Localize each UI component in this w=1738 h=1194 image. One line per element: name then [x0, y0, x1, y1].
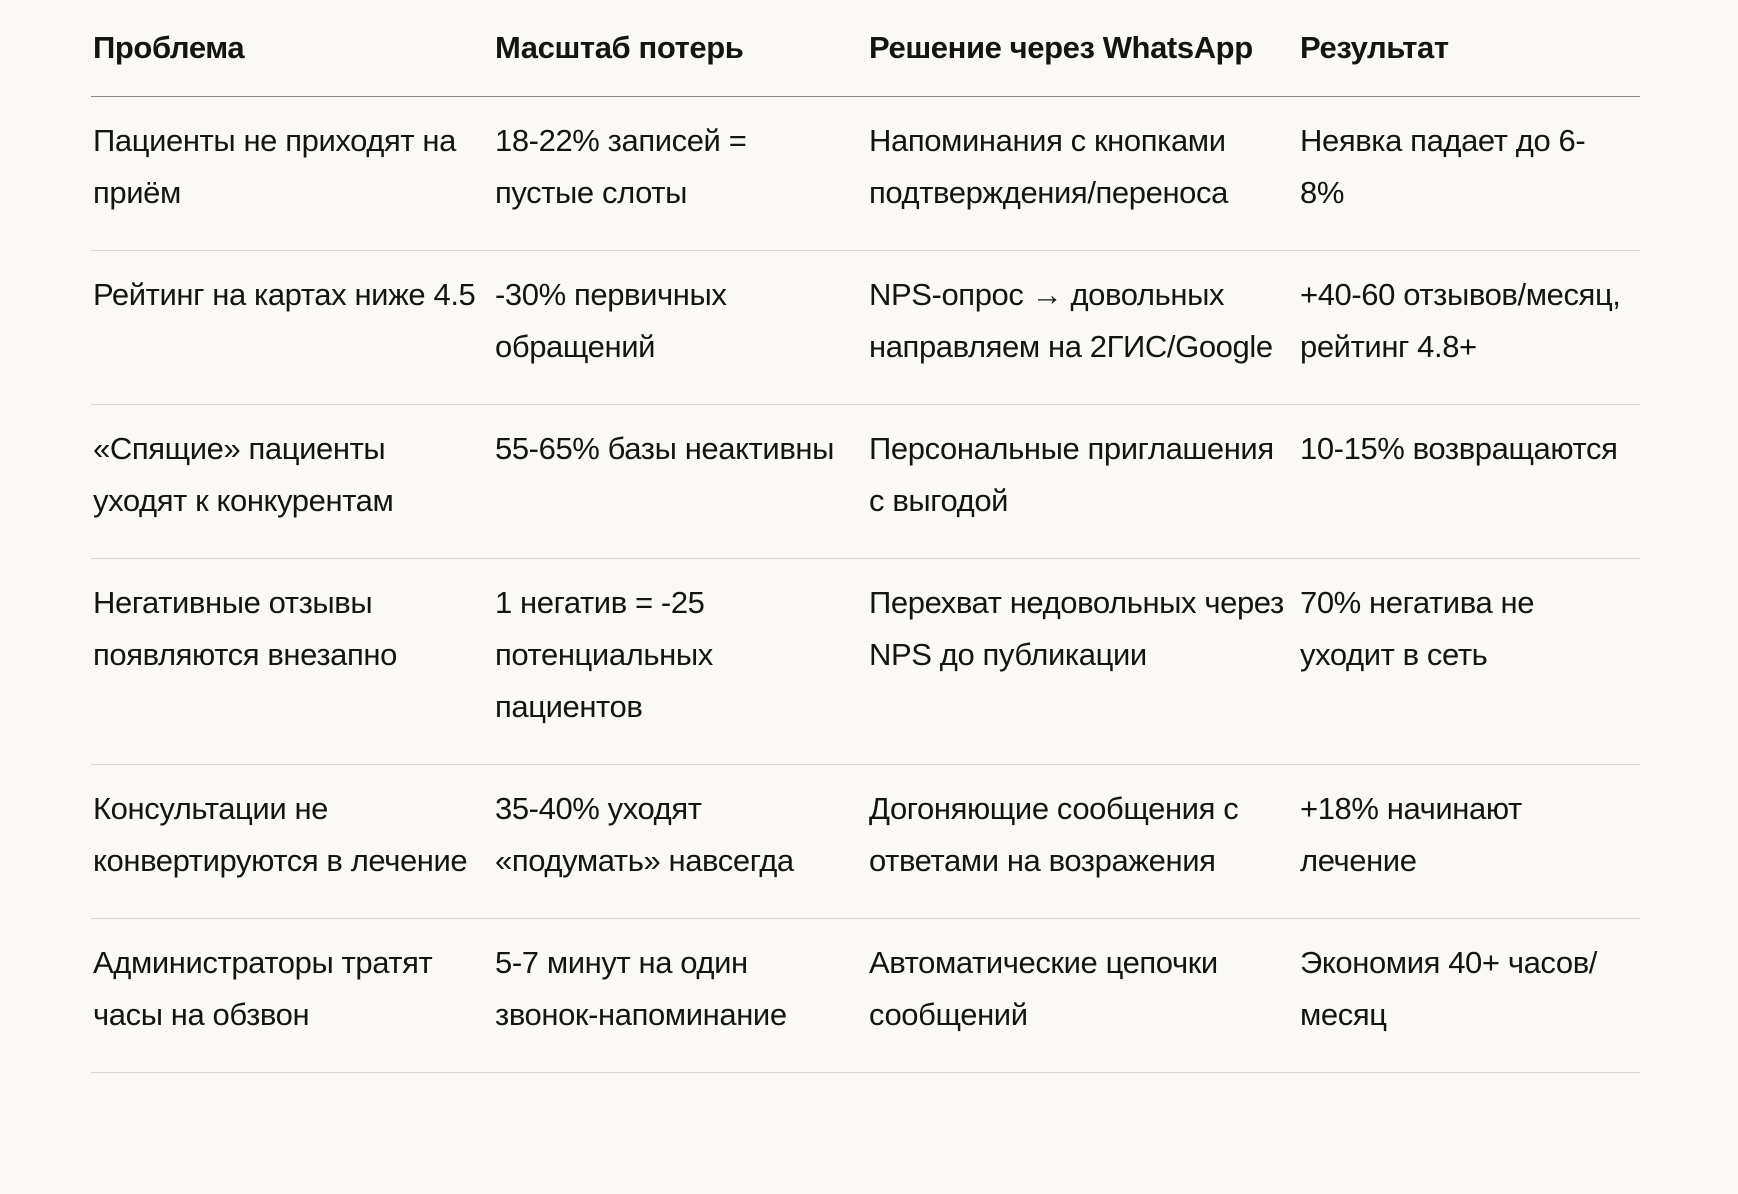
cell-loss-scale: 18-22% записей = пустые слоты: [493, 97, 867, 251]
cell-result: +40-60 отзывов/месяц, рейтинг 4.8+: [1298, 251, 1640, 405]
header-whatsapp-solution: Решение через WhatsApp: [867, 0, 1298, 97]
header-problem: Проблема: [91, 0, 493, 97]
comparison-table-container: [91, 0, 1640, 1073]
cell-problem: «Спящие» пациенты уходят к конкурентам: [91, 405, 493, 559]
cell-loss-scale: -30% первичных обращений: [493, 251, 867, 405]
table-row: [91, 559, 1640, 765]
cell-result: 10-15% возвращаются: [1298, 405, 1640, 559]
cell-solution: Напоминания с кнопками подтверждения/переноса: [867, 97, 1298, 251]
table-header: [91, 0, 1640, 97]
header-result: Результат: [1298, 0, 1640, 97]
cell-problem: Консультации не конвертируются в лечение: [91, 765, 493, 919]
cell-loss-scale: 55-65% базы неактивны: [493, 405, 867, 559]
cell-solution: Догоняющие сообщения с ответами на возражения: [867, 765, 1298, 919]
table-row: [91, 97, 1640, 251]
table-body: [91, 97, 1640, 1073]
cell-loss-scale: 35-40% уходят «подумать» навсегда: [493, 765, 867, 919]
cell-result: +18% начинают лечение: [1298, 765, 1640, 919]
cell-result: 70% негатива не уходит в сеть: [1298, 559, 1640, 765]
cell-solution: Перехват недовольных через NPS до публикации: [867, 559, 1298, 765]
table-row: [91, 765, 1640, 919]
table-row: [91, 919, 1640, 1073]
header-row: [91, 0, 1640, 97]
cell-solution: Автоматические цепочки сообщений: [867, 919, 1298, 1073]
cell-result: Экономия 40+ часов/месяц: [1298, 919, 1640, 1073]
cell-solution: Персональные приглашения с выгодой: [867, 405, 1298, 559]
cell-problem: Администраторы тратят часы на обзвон: [91, 919, 493, 1073]
cell-problem: Пациенты не приходят на приём: [91, 97, 493, 251]
cell-problem: Негативные отзывы появляются внезапно: [91, 559, 493, 765]
cell-solution: NPS-опрос → довольных направляем на 2ГИС/Google: [867, 251, 1298, 405]
problem-solution-table: [91, 0, 1640, 1073]
header-loss-scale: Масштаб потерь: [493, 0, 867, 97]
cell-problem: Рейтинг на картах ниже 4.5: [91, 251, 493, 405]
table-row: [91, 251, 1640, 405]
cell-result: Неявка падает до 6-8%: [1298, 97, 1640, 251]
table-row: [91, 405, 1640, 559]
cell-loss-scale: 1 негатив = -25 потенциальных пациентов: [493, 559, 867, 765]
cell-loss-scale: 5-7 минут на один звонок-напоминание: [493, 919, 867, 1073]
